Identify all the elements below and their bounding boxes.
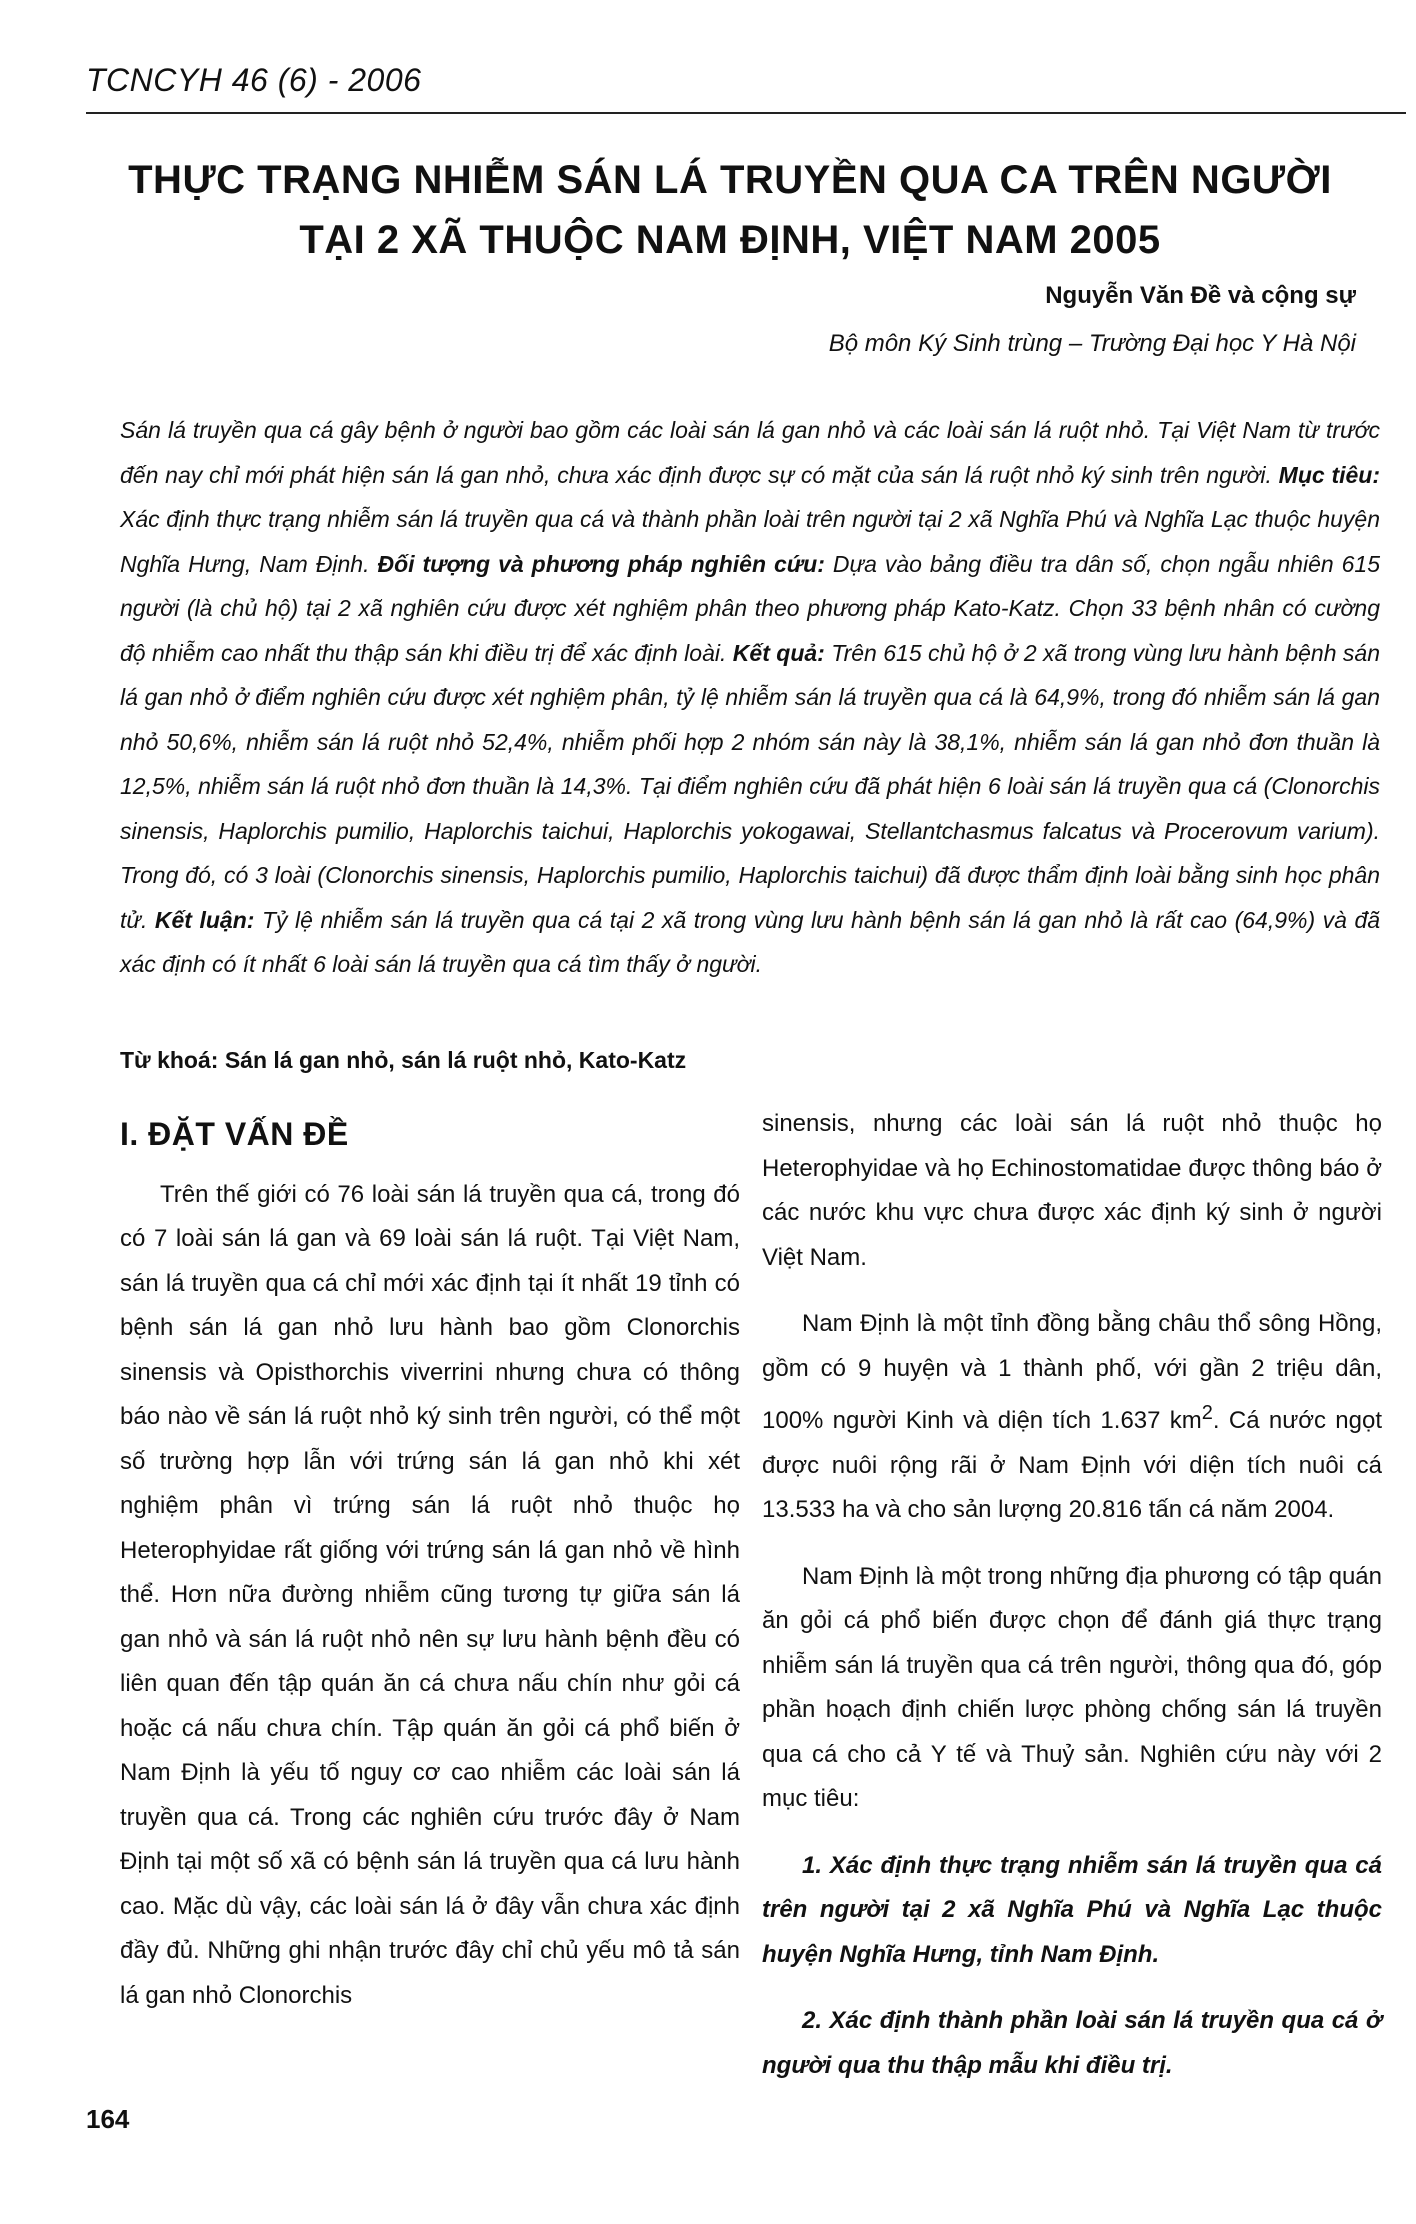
- paragraph-3: [762, 1302, 1382, 1533]
- page-number: 164: [86, 2104, 130, 2134]
- abstract-results-text: Trên 615 chủ hộ ở 2 xã trong vùng lưu hành bệnh sán lá gan nhỏ ở điểm nghiên cứu được xét nghiệm phân, tỷ lệ nhiễm sán lá truyền qua cá là 64,9%, trong đó nhiễm sán lá gan nhỏ 50,6%, nhiễm sán lá ruột nhỏ 52,4%, nhiễm phối hợp 2 nhóm sán này là 38,1%, nhiễm sán lá gan nhỏ đơn thuần là 12,5%, nhiễm sán lá ruột nhỏ đơn thuần là 14,3%. Tại điểm nghiên cứu đã phát hiện 6 loài sán lá truyền qua cá (Clonorchis sinensis, Haplorchis pumilio, Haplorchis taichui, Haplorchis yokogawai, Stellantchasmus falcatus và Procerovum varium). Trong đó, có 3 loài (Clonorchis sinensis, Haplorchis pumilio, Haplorchis taichui) đã được thẩm định loài bằng sinh học phân tử.: [120, 639, 1381, 933]
- paragraph-3-before: Nam Định là một tỉnh đồng bằng châu thổ sông Hồng, gồm có 9 huyện và 1 thành phố, với gần 2 triệu dân, 100% người Kinh và diện tích 1.637 km: [762, 1310, 1382, 1434]
- abstract-objective-text: Xác định thực trạng nhiễm sán lá truyền qua cá và thành phần loài trên người tại 2 xã Nghĩa Phú và Nghĩa Lạc thuộc huyện Nghĩa Hưng, Nam Định.: [120, 506, 1380, 577]
- authors: Nguyễn Văn Đề và cộng sự: [1045, 282, 1356, 309]
- objective-1: 1. Xác định thực trạng nhiễm sán lá truyền qua cá trên người tại 2 xã Nghĩa Phú và Nghĩa Lạc thuộc huyện Nghĩa Hưng, tỉnh Nam Định.: [762, 1851, 1382, 1968]
- paragraph-3-after: . Cá nước ngọt được nuôi rộng rãi ở Nam Định với diện tích nuôi cá 13.533 ha và cho sản lượng 20.816 tấn cá năm 2004.: [762, 1407, 1383, 1523]
- abstract-conclusion-label: Kết luận:: [154, 906, 255, 933]
- affiliation: Bộ môn Ký Sinh trùng – Trường Đại học Y Hà Nội: [828, 330, 1356, 357]
- abstract-methods-text: Dựa vào bảng điều tra dân số, chọn ngẫu nhiên 615 người (là chủ hộ) tại 2 xã nghiên cứu được xét nghiệm phân theo phương pháp Kato-Katz. Chọn 33 bệnh nhân có cường độ nhiễm cao nhất thu thập sán khi điều trị để xác định loài.: [120, 550, 1381, 666]
- article-title: [100, 150, 1360, 270]
- objective-2: 2. Xác định thành phần loài sán lá truyền qua cá ở người qua thu thập mẫu khi điều trị.: [762, 2007, 1382, 2079]
- paragraph-4: Nam Định là một trong những địa phương có tập quán ăn gỏi cá phổ biến được chọn để đánh giá thực trạng nhiễm sán lá truyền qua cá trên người, thông qua đó, góp phần hoạch định chiến lược phòng chống sán lá truyền qua cá cho cả Y tế và Thuỷ sản. Nghiên cứu này với 2 mục tiêu:: [762, 1562, 1382, 1812]
- abstract: [120, 408, 1380, 987]
- keywords: [120, 1047, 686, 1074]
- abstract-objective-label: Mục tiêu:: [1278, 461, 1381, 488]
- keywords-label: Từ khoá:: [120, 1047, 219, 1073]
- superscript-2: 2: [1201, 1402, 1213, 1424]
- title-line-2: TẠI 2 XÃ THUỘC NAM ĐỊNH, VIỆT NAM 2005: [299, 218, 1161, 262]
- keywords-text: Sán lá gan nhỏ, sán lá ruột nhỏ, Kato-Katz: [224, 1047, 687, 1073]
- journal-header: TCNCYH 46 (6) - 2006: [86, 62, 422, 98]
- right-column: [762, 1102, 1382, 2110]
- left-column: [120, 1112, 740, 2040]
- abstract-conclusion-text: Tỷ lệ nhiễm sán lá truyền qua cá tại 2 xã trong vùng lưu hành bệnh sán lá gan nhỏ là rất cao (64,9%) và đã xác định có ít nhất 6 loài sán lá truyền qua cá tìm thấy ở người.: [120, 906, 1381, 977]
- paragraph-2: sinensis, nhưng các loài sán lá ruột nhỏ thuộc họ Heterophyidae và họ Echinostomatidae được thông báo ở các nước khu vực chưa được xác định ký sinh ở người Việt Nam.: [762, 1110, 1382, 1271]
- paragraph-1: Trên thế giới có 76 loài sán lá truyền qua cá, trong đó có 7 loài sán lá gan và 69 loài sán lá ruột. Tại Việt Nam, sán lá truyền qua cá chỉ mới xác định tại ít nhất 19 tỉnh có bệnh sán lá gan nhỏ lưu hành bao gồm Clonorchis sinensis và Opisthorchis viverrini nhưng chưa có thông báo nào về sán lá ruột nhỏ ký sinh trên người, có thể một số trường hợp lẫn với trứng sán lá gan nhỏ khi xét nghiệm phân vì trứng sán lá ruột nhỏ thuộc họ Heterophyidae rất giống với trứng sán lá gan nhỏ về hình thể. Hơn nữa đường nhiễm cũng tương tự giữa sán lá gan nhỏ và sán lá ruột nhỏ nên sự lưu hành bệnh đều có liên quan đến tập quán ăn cá chưa nấu chín như gỏi cá hoặc cá nấu chưa chín. Tập quán ăn gỏi cá phổ biến ở Nam Định là yếu tố nguy cơ cao nhiễm các loài sán lá truyền qua cá. Trong các nghiên cứu trước đây ở Nam Định tại một số xã có bệnh sán lá truyền qua cá lưu hành cao. Mặc dù vậy, các loài sán lá ở đây vẫn chưa xác định đầy đủ. Những ghi nhận trước đây chỉ chủ yếu mô tả sán lá gan nhỏ Clonorchis: [120, 1180, 740, 2009]
- header-rule: [86, 112, 1406, 114]
- section-heading: I. ĐẶT VẤN ĐỀ: [120, 1116, 349, 1152]
- title-line-1: THỰC TRẠNG NHIỄM SÁN LÁ TRUYỀN QUA CA TRÊN NGƯỜI: [128, 158, 1332, 202]
- abstract-methods-label: Đối tượng và phương pháp nghiên cứu:: [377, 550, 825, 577]
- abstract-intro: Sán lá truyền qua cá gây bệnh ở người bao gồm các loài sán lá gan nhỏ và các loài sán lá ruột nhỏ. Tại Việt Nam từ trước đến nay chỉ mới phát hiện sán lá gan nhỏ, chưa xác định được sự có mặt của sán lá ruột nhỏ ký sinh trên người.: [120, 417, 1380, 488]
- abstract-results-label: Kết quả:: [732, 639, 825, 666]
